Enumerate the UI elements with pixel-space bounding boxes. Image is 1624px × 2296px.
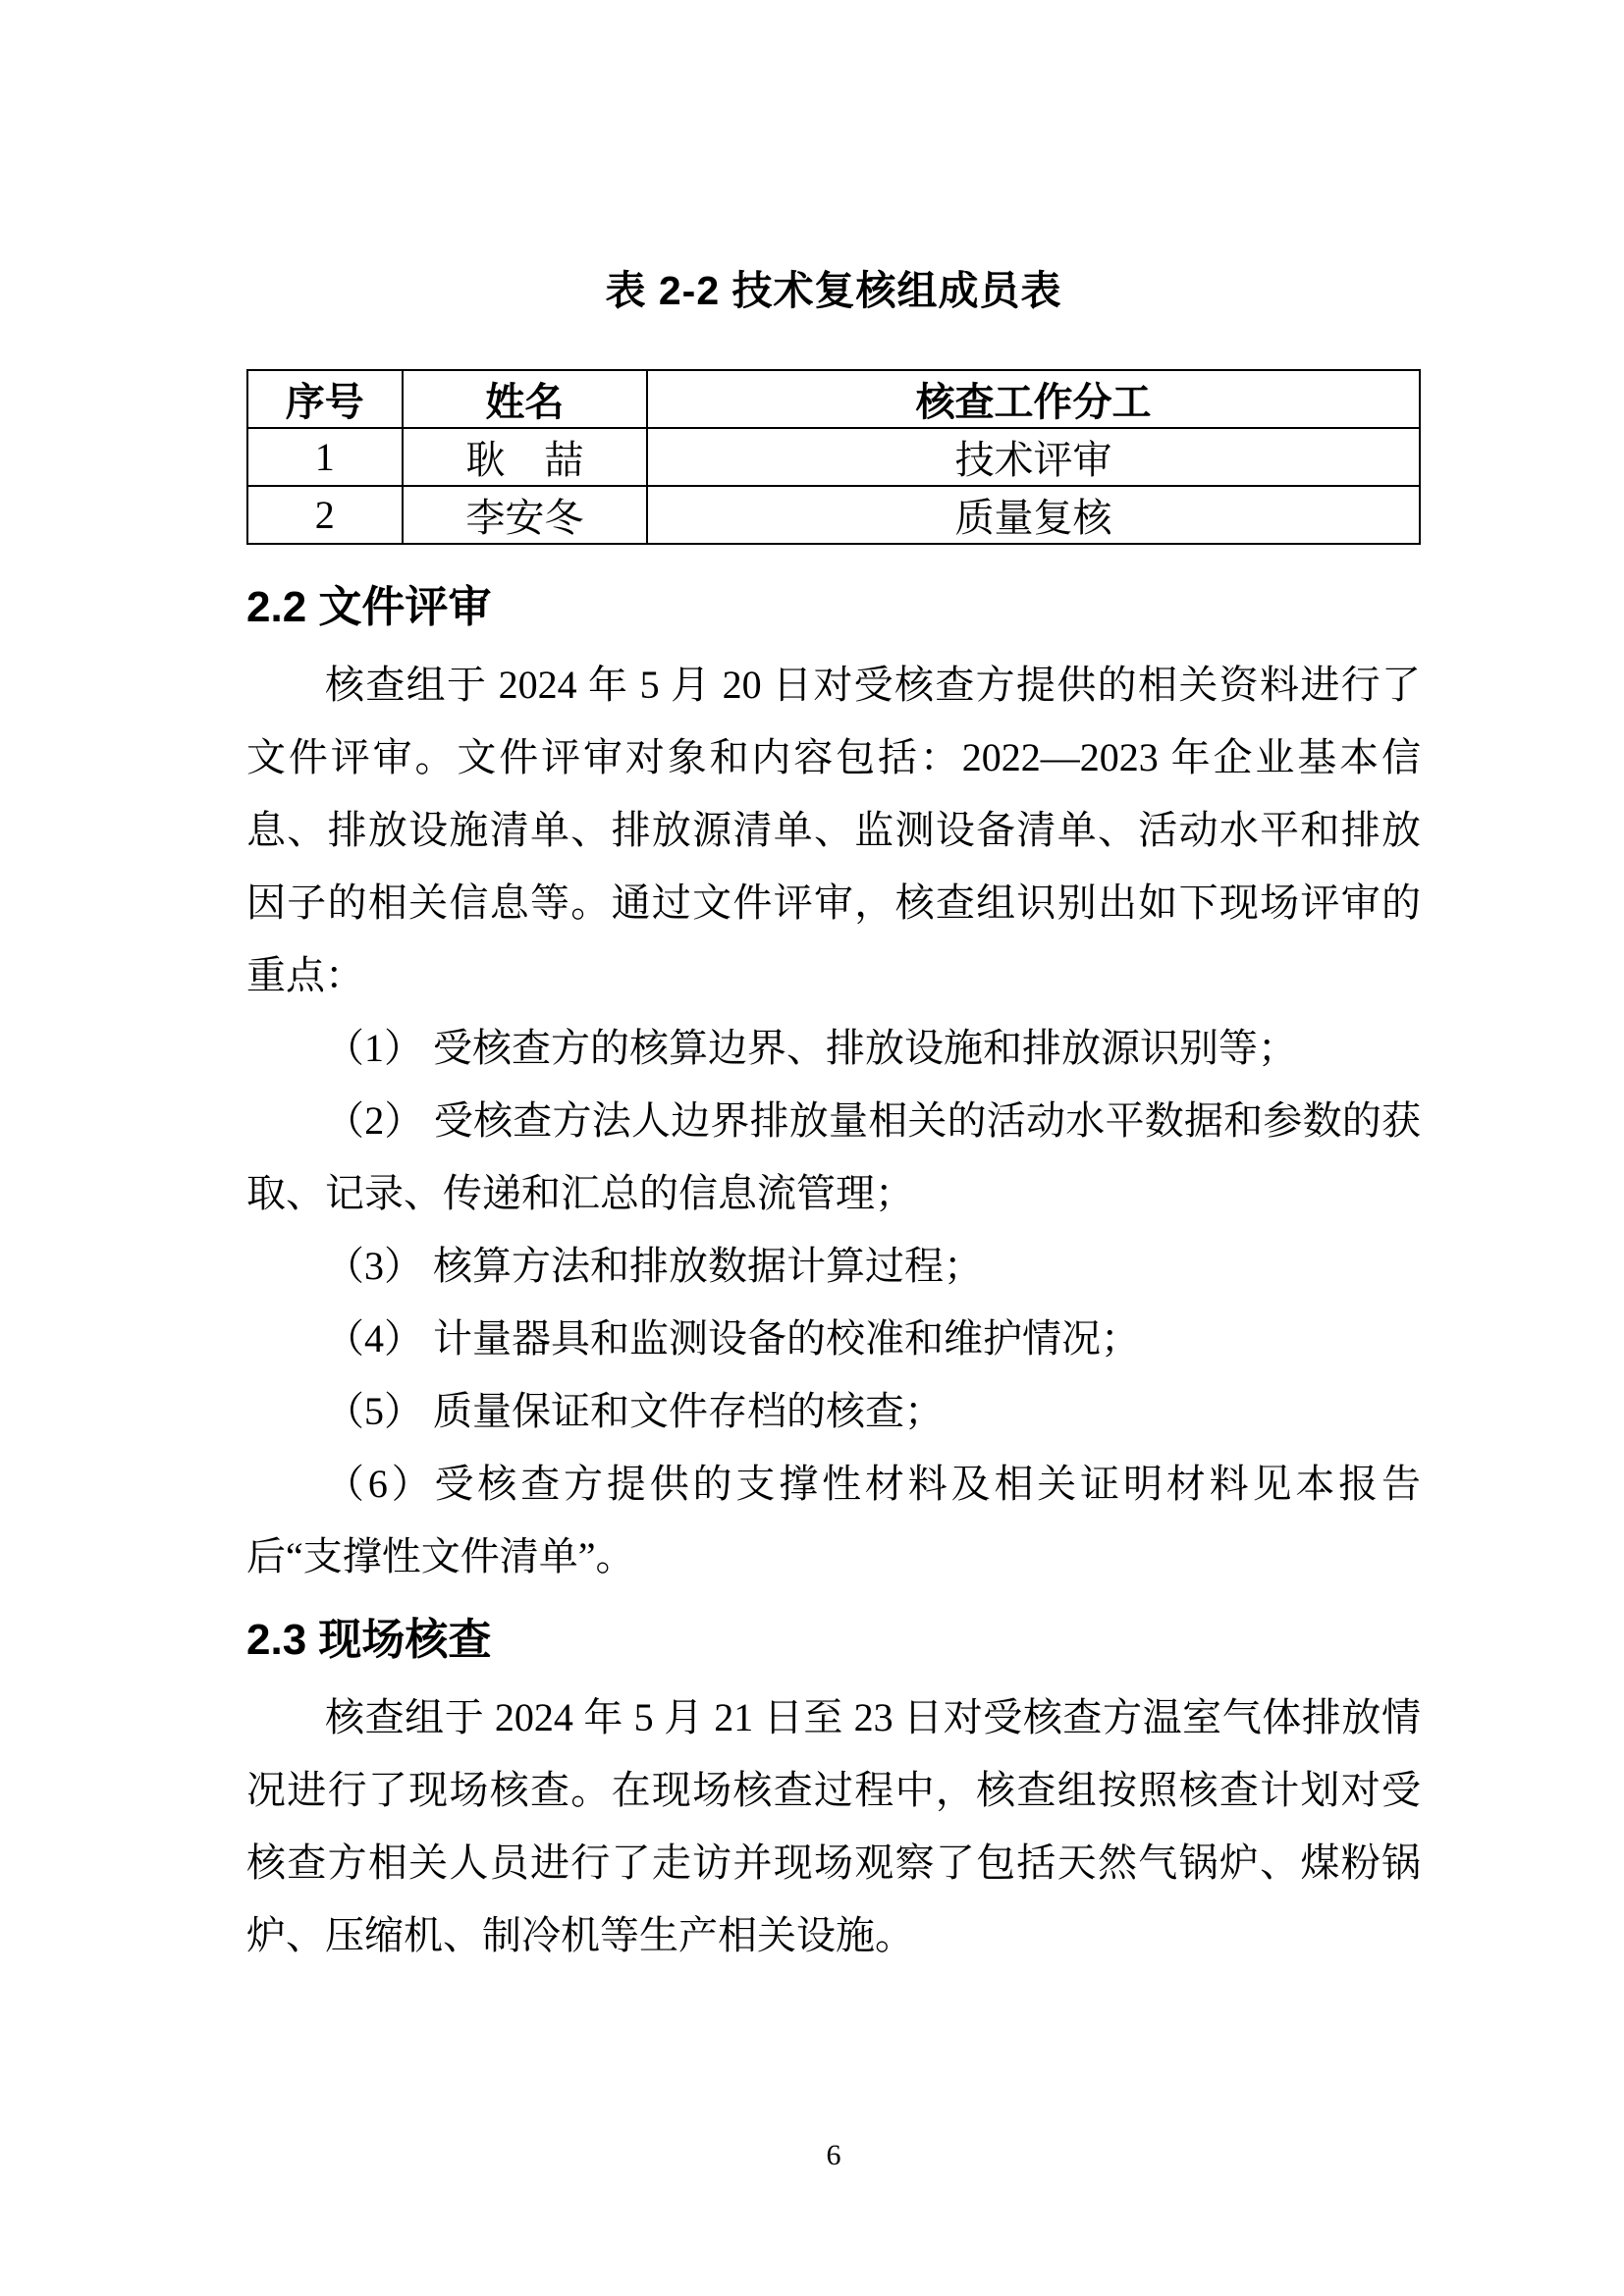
section-2-2-intro-paragraph: 核查组于 2024 年 5 月 20 日对受核查方提供的相关资料进行了文件评审。文件评审对象和内容包括：2022—2023 年企业基本信息、排放设施清单、排放源清单、监测设备清单、活动水平和排放因子的相关信息等。通过文件评审，核查组识别出如下现场评审的重点： [246,663,1421,997]
cell-role: 质量复核 [647,486,1420,544]
review-point-6: （6）受核查方提供的支撑性材料及相关证明材料见本报告后“支撑性文件清单”。 [246,1462,1421,1578]
page-content [246,0,1421,1972]
page-number: 6 [826,2139,841,2171]
section-2-3-heading: 2.3 现场核查 [246,1616,492,1664]
table-caption: 表 2-2 技术复核组成员表 [605,268,1062,313]
section-2-3-paragraph: 核查组于 2024 年 5 月 21 日至 23 日对受核查方温室气体排放情况进行了现场核查。在现场核查过程中，核查组按照核查计划对受核查方相关人员进行了走访并现场观察了包括天然气锅炉、煤粉锅炉、压缩机、制冷机等生产相关设施。 [246,1695,1421,1957]
cell-seq: 1 [247,428,403,486]
table-row [247,428,1420,486]
review-point-1: （1） 受核查方的核算边界、排放设施和排放源识别等； [325,1026,1297,1070]
review-point-4: （4） 计量器具和监测设备的校准和维护情况； [325,1316,1140,1361]
cell-name: 耿 喆 [403,428,648,486]
table-header-row [247,370,1420,428]
cell-seq: 2 [247,486,403,544]
section-2-2-heading: 2.2 文件评审 [246,583,492,631]
cell-role: 技术评审 [647,428,1420,486]
table-header-seq: 序号 [247,370,403,428]
review-point-3: （3） 核算方法和排放数据计算过程； [325,1244,983,1288]
table-header-name: 姓名 [403,370,648,428]
table-row [247,486,1420,544]
review-point-2: （2） 受核查方法人边界排放量相关的活动水平数据和参数的获取、记录、传递和汇总的信息流管理； [246,1098,1421,1215]
cell-name: 李安冬 [403,486,648,544]
members-table [246,369,1421,545]
review-point-5: （5） 质量保证和文件存档的核查； [325,1389,944,1433]
table-header-role: 核查工作分工 [647,370,1420,428]
